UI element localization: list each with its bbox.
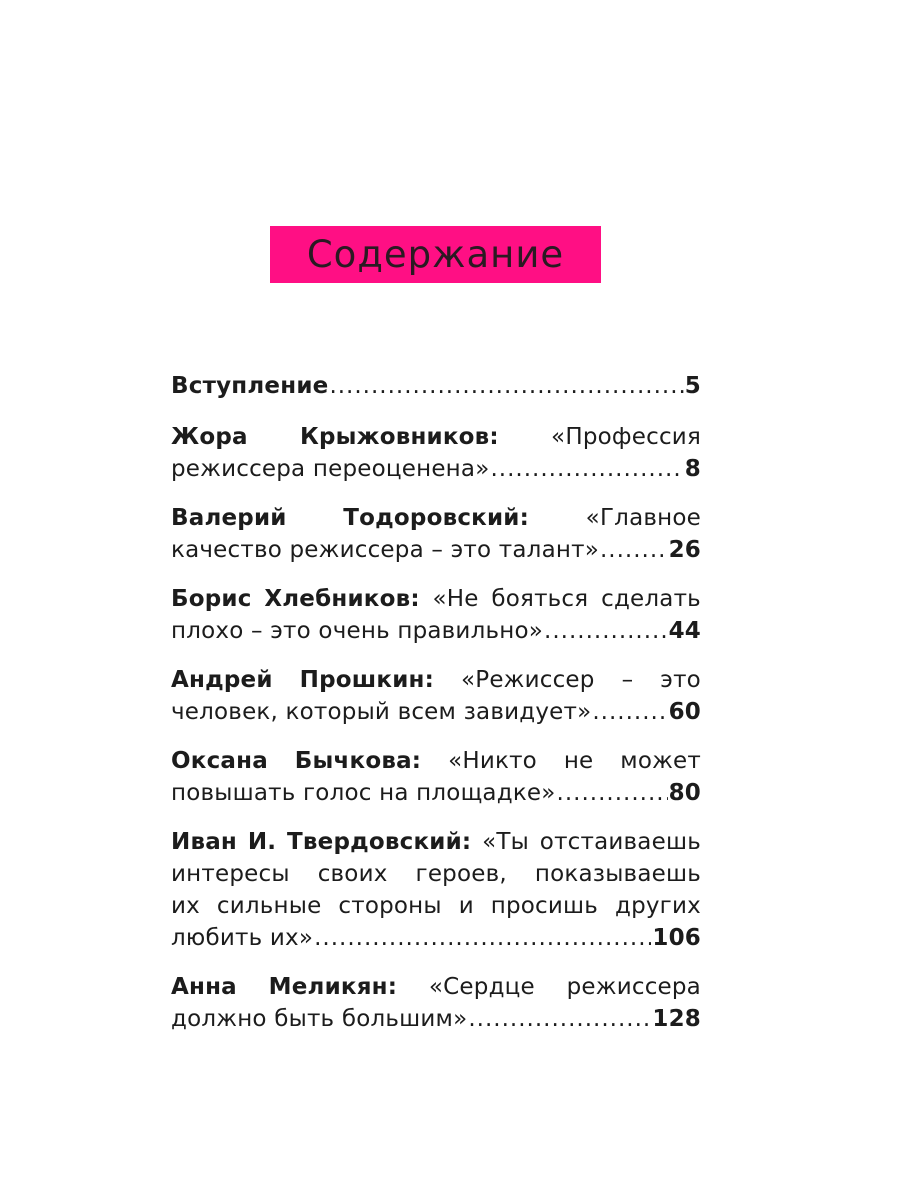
toc-entry-line [171, 421, 701, 453]
toc-word: их [171, 893, 200, 919]
toc-word: героев, [415, 861, 507, 887]
toc-word: «Главное [585, 505, 701, 531]
toc-entry-quote-end: качество режиссера – это талант» [171, 537, 599, 563]
toc-page-number: 5 [684, 373, 701, 399]
toc-word: Иван [171, 829, 238, 855]
toc-word: «Профессия [551, 424, 701, 450]
toc-word: «Режиссер [460, 667, 595, 693]
toc-entry-line [171, 745, 701, 777]
toc-word: интересы [171, 861, 290, 887]
toc-word: Бычкова: [294, 748, 422, 774]
toc-entry-line [171, 890, 701, 922]
toc-entry-quote-end: человек, который всем завидует» [171, 699, 592, 725]
toc-entry-proshkin[interactable] [171, 664, 701, 728]
toc-entry-line [171, 615, 701, 647]
toc-entry-title: Вступление [171, 373, 329, 399]
toc-word: Валерий [171, 505, 287, 531]
toc-word: других [614, 893, 701, 919]
toc-entry-line [171, 1003, 701, 1035]
toc-word: это [660, 667, 701, 693]
toc-word: просишь [490, 893, 599, 919]
toc-word: и [458, 893, 474, 919]
toc-entry-line [171, 826, 701, 858]
toc-page-number: 26 [668, 537, 701, 563]
toc-entry-quote-end: режиссера переоценена» [171, 456, 490, 482]
toc-word: – [621, 667, 634, 693]
toc-word: Хлебников: [264, 586, 420, 612]
toc-word: Тодоровский: [343, 505, 530, 531]
toc-page-number: 106 [652, 925, 701, 951]
toc-entry-quote-end: должно быть большим» [171, 1006, 468, 1032]
toc-word: «Ты [482, 829, 529, 855]
toc-entry-khlebnikov[interactable] [171, 583, 701, 647]
toc-word: Прошкин: [299, 667, 434, 693]
toc-entry-line [171, 502, 701, 534]
toc-word: сильные [216, 893, 322, 919]
toc-word: Меликян: [268, 974, 398, 1000]
toc-page-number: 80 [668, 780, 701, 806]
dot-leader [600, 534, 668, 566]
toc-word: отстаиваешь [539, 829, 701, 855]
toc-entry-quote-end: плохо – это очень правильно» [171, 618, 544, 644]
toc-entry-tverdovsky[interactable] [171, 826, 701, 954]
toc-word: Борис [171, 586, 252, 612]
toc-entry-line [171, 583, 701, 615]
toc-word: И. [247, 829, 277, 855]
toc-word: своих [317, 861, 388, 887]
toc-word: «Никто [448, 748, 537, 774]
dot-leader [544, 615, 668, 647]
toc-page-number: 8 [684, 456, 701, 482]
toc-page-number: 128 [652, 1006, 701, 1032]
toc-word: Твердовский: [287, 829, 472, 855]
dot-leader [314, 922, 651, 954]
dot-leader [490, 453, 683, 485]
contents-heading: Содержание [306, 233, 565, 276]
toc-entry-melikyan[interactable] [171, 971, 701, 1035]
toc-entry-line [171, 922, 701, 954]
toc-entry-line [171, 664, 701, 696]
toc-entry-line [171, 777, 701, 809]
contents-heading-box [270, 226, 601, 283]
toc-entry-line [171, 858, 701, 890]
toc-word: Крыжовников: [299, 424, 499, 450]
toc-word: бояться [491, 586, 589, 612]
toc-entry-line [171, 534, 701, 566]
toc-word: показываешь [534, 861, 701, 887]
toc-entry-quote-end: любить их» [171, 925, 314, 951]
toc-word: не [563, 748, 594, 774]
toc-word: Оксана [171, 748, 268, 774]
toc-word: режиссера [566, 974, 701, 1000]
toc-entry-line [171, 696, 701, 728]
toc-entry-kryzhovnikov[interactable] [171, 421, 701, 485]
toc-word: стороны [338, 893, 442, 919]
toc-word: Андрей [171, 667, 273, 693]
toc-entry-quote-end: повышать голос на площадке» [171, 780, 556, 806]
dot-leader [592, 696, 667, 728]
toc-word: сделать [601, 586, 701, 612]
toc-entry-introduction[interactable] [171, 370, 701, 402]
dot-leader [557, 777, 668, 809]
toc-word: Жора [171, 424, 248, 450]
dot-leader [468, 1003, 651, 1035]
toc-word: «Не [432, 586, 479, 612]
toc-entry-line [171, 370, 701, 402]
toc-word: «Сердце [428, 974, 535, 1000]
toc-entry-bychkova[interactable] [171, 745, 701, 809]
toc-word: может [620, 748, 701, 774]
toc-page-number: 44 [668, 618, 701, 644]
dot-leader [329, 370, 683, 402]
toc-word: Анна [171, 974, 237, 1000]
toc-page-number: 60 [668, 699, 701, 725]
toc-entry-line [171, 971, 701, 1003]
table-of-contents [171, 370, 701, 1052]
toc-entry-line [171, 453, 701, 485]
toc-entry-todorovsky[interactable] [171, 502, 701, 566]
